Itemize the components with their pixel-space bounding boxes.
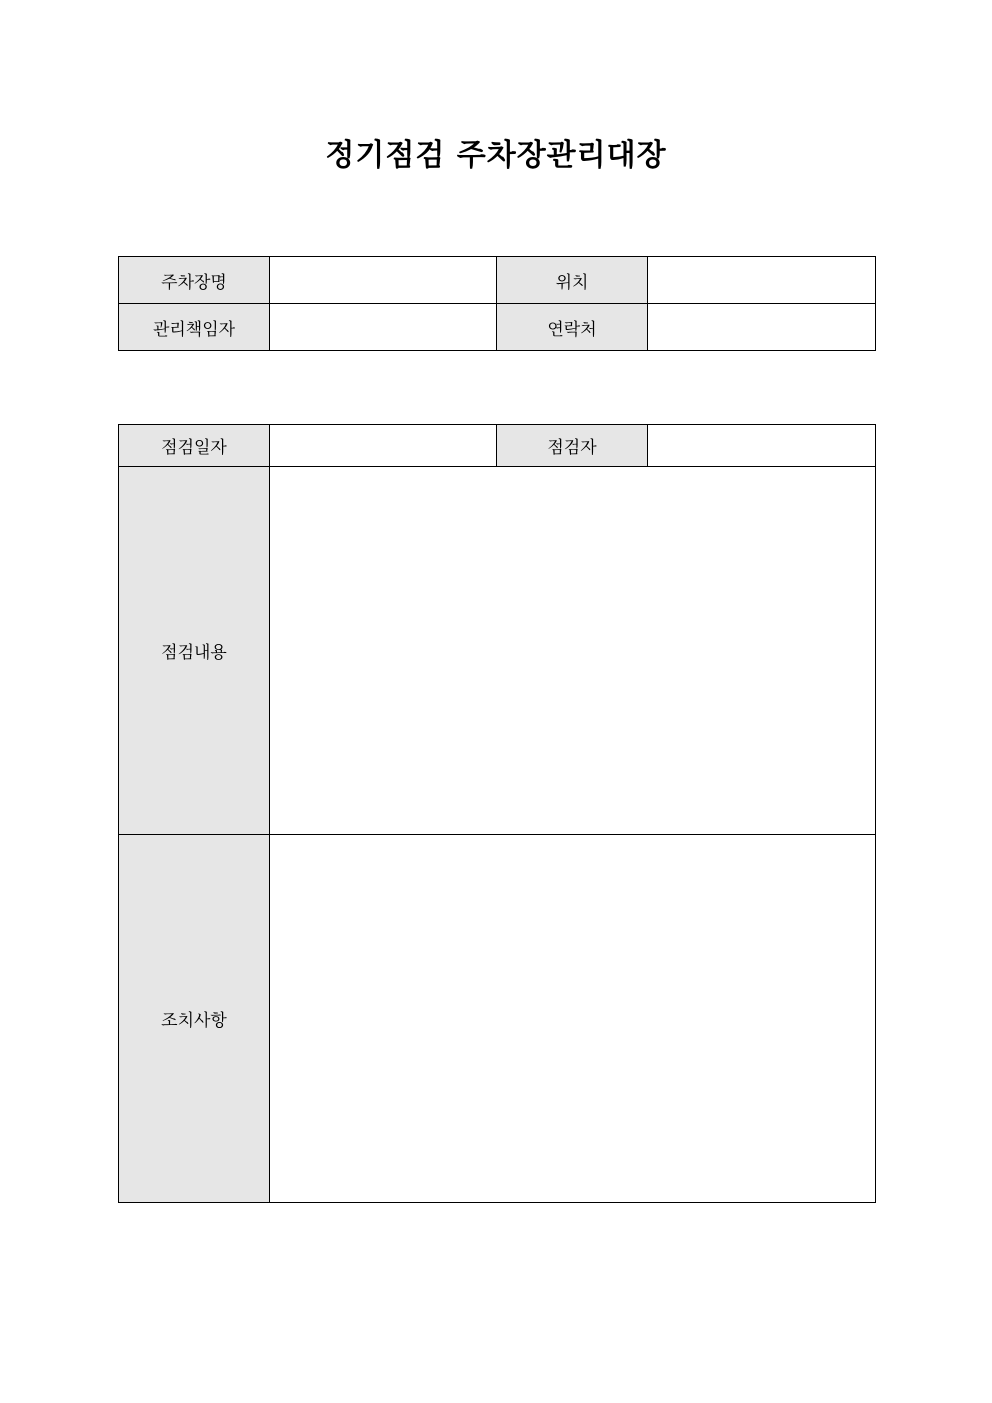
manager-label: 관리책임자 xyxy=(119,304,270,351)
parking-name-field[interactable] xyxy=(270,257,497,304)
inspector-field[interactable] xyxy=(648,425,876,467)
inspector-label: 점검자 xyxy=(497,425,648,467)
action-items-field[interactable] xyxy=(270,835,876,1203)
inspection-content-field[interactable] xyxy=(270,467,876,835)
table-row xyxy=(119,467,876,835)
table-row xyxy=(119,304,876,351)
page-title: 정기점검 주차장관리대장 xyxy=(325,138,667,173)
table-row xyxy=(119,835,876,1203)
contact-field[interactable] xyxy=(648,304,876,351)
inspection-table xyxy=(118,424,876,1203)
parking-name-label: 주차장명 xyxy=(119,257,270,304)
table-row xyxy=(119,257,876,304)
table-row xyxy=(119,425,876,467)
manager-field[interactable] xyxy=(270,304,497,351)
inspection-content-label: 점검내용 xyxy=(119,467,270,835)
inspection-date-field[interactable] xyxy=(270,425,497,467)
contact-label: 연락처 xyxy=(497,304,648,351)
inspection-date-label: 점검일자 xyxy=(119,425,270,467)
location-label: 위치 xyxy=(497,257,648,304)
location-field[interactable] xyxy=(648,257,876,304)
action-items-label: 조치사항 xyxy=(119,835,270,1203)
parking-info-table xyxy=(118,256,876,351)
